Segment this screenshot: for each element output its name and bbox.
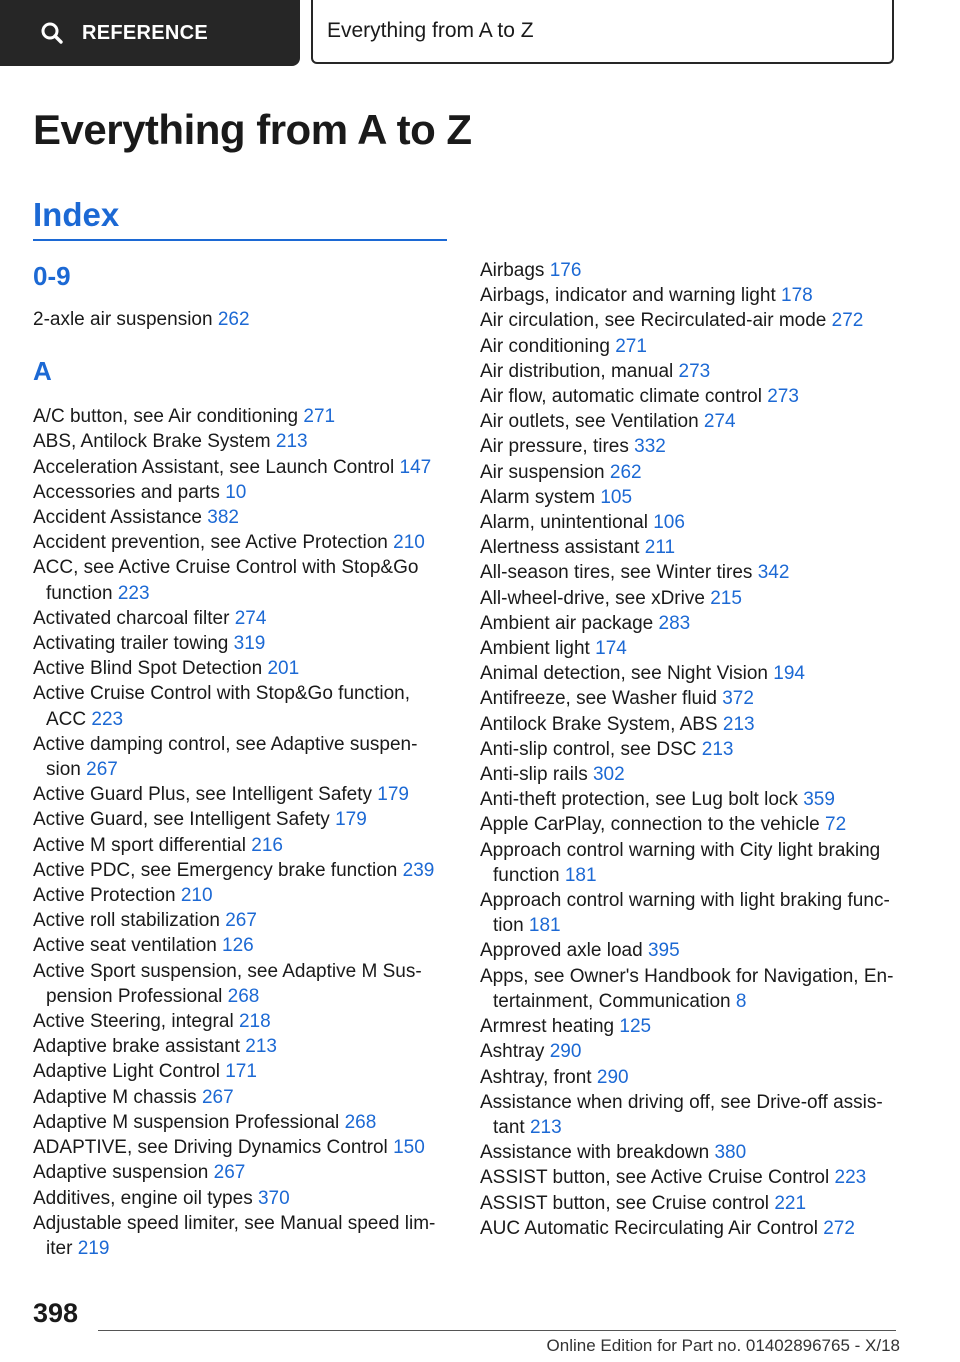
section-heading: 0-9 bbox=[33, 261, 71, 291]
index-entry bbox=[33, 782, 447, 807]
index-entry bbox=[480, 938, 900, 963]
index-entry bbox=[33, 307, 447, 332]
page-link[interactable]: 179 bbox=[377, 784, 409, 806]
section-title-tab[interactable] bbox=[311, 0, 894, 64]
index-entry bbox=[33, 1211, 447, 1261]
index-entry bbox=[33, 1160, 447, 1185]
entry-text: Apps, see Owner's Handbook for Navigation, En-tertainment, Communication bbox=[480, 965, 894, 1012]
index-entry bbox=[480, 1065, 900, 1090]
page-link[interactable]: 219 bbox=[77, 1237, 110, 1259]
entry-text: Ashtray bbox=[480, 1041, 545, 1063]
page-link[interactable]: 194 bbox=[773, 663, 805, 685]
index-entry bbox=[33, 555, 447, 605]
entry-text: Assistance when driving off, see Drive-off assis-tant bbox=[480, 1091, 883, 1138]
page-link[interactable]: 211 bbox=[644, 537, 676, 559]
page-link[interactable]: 150 bbox=[393, 1137, 425, 1159]
entry-text: Adjustable speed limiter, see Manual speed lim-iter bbox=[33, 1212, 436, 1259]
page-link[interactable]: 171 bbox=[225, 1061, 257, 1083]
index-entry bbox=[33, 883, 447, 908]
index-column-left bbox=[33, 258, 447, 1261]
entry-text: Air outlets, see Ventilation bbox=[480, 411, 699, 433]
index-entry bbox=[33, 908, 447, 933]
entry-text: Anti-theft protection, see Lug bolt lock bbox=[480, 789, 798, 811]
page-number: 398 bbox=[33, 1298, 79, 1328]
page-link[interactable]: 174 bbox=[595, 638, 627, 660]
index-entry bbox=[480, 611, 900, 636]
entry-text: Active Sport suspension, see Adaptive M Sus-pension Professional bbox=[33, 960, 422, 1007]
entry-text: Active Blind Spot Detection bbox=[33, 658, 263, 680]
entry-text: 2-axle air suspension bbox=[33, 309, 213, 330]
page-link[interactable]: 223 bbox=[834, 1167, 867, 1189]
entry-text: Airbags bbox=[480, 260, 545, 281]
page-link[interactable]: 267 bbox=[225, 910, 257, 932]
entry-text: ASSIST button, see Cruise control bbox=[480, 1192, 770, 1214]
page-link[interactable]: 223 bbox=[91, 708, 124, 730]
index-entry bbox=[33, 1186, 447, 1211]
index-entry bbox=[480, 964, 900, 1014]
page-link[interactable]: 201 bbox=[267, 658, 300, 680]
page-link[interactable]: 272 bbox=[831, 310, 864, 332]
entry-text: Assistance with breakdown bbox=[480, 1142, 710, 1164]
page-link[interactable]: 273 bbox=[678, 360, 711, 382]
entry-text: Alertness assistant bbox=[480, 537, 640, 559]
entry-text: Approach control warning with light braking func-tion bbox=[480, 890, 890, 937]
index-entry bbox=[480, 762, 900, 787]
page-link[interactable]: 218 bbox=[238, 1011, 271, 1033]
index-entry bbox=[480, 308, 900, 333]
index-entry bbox=[33, 404, 447, 429]
index-entry bbox=[33, 429, 447, 454]
entry-text: Air conditioning bbox=[480, 335, 610, 357]
page-link[interactable]: 283 bbox=[658, 612, 691, 634]
page-link[interactable]: 215 bbox=[710, 587, 742, 609]
entry-text: Active Guard, see Intelligent Safety bbox=[33, 809, 330, 831]
entry-text: Ambient air package bbox=[480, 612, 654, 634]
index-entry bbox=[33, 833, 447, 858]
entry-text: Air pressure, tires bbox=[480, 436, 629, 458]
entry-text: ADAPTIVE, see Driving Dynamics Control bbox=[33, 1137, 388, 1159]
index-entry bbox=[33, 631, 447, 656]
index-entry bbox=[33, 656, 447, 681]
entry-text: Alarm, unintentional bbox=[480, 512, 648, 534]
entry-text: Accessories and parts bbox=[33, 481, 220, 503]
page-link[interactable]: 332 bbox=[634, 436, 666, 458]
page-link[interactable]: 372 bbox=[722, 688, 754, 710]
entry-text: Active Steering, integral bbox=[33, 1011, 234, 1033]
index-entry bbox=[480, 359, 900, 384]
index-entry bbox=[480, 636, 900, 661]
index-entry bbox=[480, 1191, 900, 1216]
entry-text: Armrest heating bbox=[480, 1016, 615, 1038]
index-entry bbox=[480, 1039, 900, 1064]
index-entry bbox=[480, 384, 900, 409]
page-link[interactable]: 273 bbox=[767, 386, 799, 408]
page-title: Everything from A to Z bbox=[33, 106, 472, 153]
reference-tab[interactable] bbox=[0, 0, 300, 66]
entry-text: Apple CarPlay, connection to the vehicle bbox=[480, 814, 820, 836]
entry-text: Antilock Brake System, ABS bbox=[480, 713, 718, 735]
page-link[interactable]: 272 bbox=[823, 1217, 855, 1239]
index-entry bbox=[480, 510, 900, 535]
index-entry bbox=[480, 1014, 900, 1039]
index-title: Index bbox=[33, 196, 120, 233]
page-link[interactable]: 72 bbox=[825, 814, 847, 836]
page-link[interactable]: 268 bbox=[344, 1111, 377, 1133]
page-link[interactable]: 302 bbox=[592, 764, 625, 786]
edition-text: Online Edition for Part no. 01402896765 - X/18 bbox=[546, 1336, 900, 1355]
section-heading: A bbox=[33, 356, 52, 387]
index-entry bbox=[33, 480, 447, 505]
index-entry bbox=[33, 1034, 447, 1059]
page-link[interactable]: 290 bbox=[596, 1066, 629, 1088]
page-link[interactable]: 125 bbox=[619, 1016, 652, 1038]
index-entry bbox=[480, 737, 900, 762]
footer-divider bbox=[98, 1330, 896, 1331]
entry-text: Additives, engine oil types bbox=[33, 1187, 253, 1209]
index-entry bbox=[480, 1165, 900, 1190]
page-link[interactable]: 213 bbox=[275, 431, 308, 453]
entry-text: Accident prevention, see Active Protection bbox=[33, 532, 388, 554]
entry-text: Accident Assistance bbox=[33, 507, 202, 529]
page-link[interactable]: 10 bbox=[225, 481, 247, 503]
entry-text: Adaptive M suspension Professional bbox=[33, 1111, 340, 1133]
entry-text: Active PDC, see Emergency brake function bbox=[33, 859, 398, 881]
page-link[interactable]: 274 bbox=[234, 607, 267, 629]
entry-text: Adaptive Light Control bbox=[33, 1061, 220, 1083]
index-entry bbox=[33, 455, 447, 480]
page-link[interactable]: 395 bbox=[647, 940, 680, 962]
page-link[interactable]: 213 bbox=[722, 713, 755, 735]
index-entry bbox=[480, 334, 900, 359]
index-entry bbox=[33, 530, 447, 555]
entry-text: Antifreeze, see Washer fluid bbox=[480, 688, 717, 710]
page-link[interactable]: 221 bbox=[774, 1192, 807, 1214]
index-entry bbox=[480, 1140, 900, 1165]
index-column-right bbox=[480, 258, 900, 1241]
page-link[interactable]: 271 bbox=[303, 406, 336, 428]
index-entry bbox=[33, 959, 447, 1009]
page-link[interactable]: 210 bbox=[393, 532, 425, 554]
page-link[interactable]: 210 bbox=[180, 885, 213, 907]
index-entry bbox=[480, 838, 900, 888]
page-link[interactable]: 176 bbox=[549, 260, 582, 281]
entry-text: Approved axle load bbox=[480, 940, 643, 962]
index-entry bbox=[33, 933, 447, 958]
page-header bbox=[0, 0, 960, 66]
page-link[interactable]: 181 bbox=[528, 915, 561, 937]
reference-label: REFERENCE bbox=[82, 21, 209, 44]
index-entry bbox=[33, 1009, 447, 1034]
entry-text: All-season tires, see Winter tires bbox=[480, 562, 753, 584]
page-link[interactable]: 359 bbox=[803, 789, 835, 811]
index-entry bbox=[480, 283, 900, 308]
entry-text: Air distribution, manual bbox=[480, 360, 674, 382]
index-entry bbox=[33, 1135, 447, 1160]
index-entry bbox=[33, 606, 447, 631]
entry-text: ABS, Antilock Brake System bbox=[33, 431, 271, 453]
entry-text: Animal detection, see Night Vision bbox=[480, 663, 768, 685]
page-link[interactable]: 342 bbox=[757, 562, 790, 584]
page-link[interactable]: 370 bbox=[257, 1187, 290, 1209]
page-link[interactable]: 213 bbox=[245, 1036, 277, 1058]
page-link[interactable]: 239 bbox=[402, 859, 435, 881]
page-link[interactable]: 178 bbox=[781, 285, 813, 307]
index-entry bbox=[480, 258, 900, 283]
page-link[interactable]: 105 bbox=[600, 486, 633, 508]
index-entry bbox=[480, 686, 900, 711]
entry-text: Active Cruise Control with Stop&Go function, ACC bbox=[33, 683, 411, 730]
entry-text: Active damping control, see Adaptive suspen-sion bbox=[33, 733, 418, 781]
page-link[interactable]: 271 bbox=[615, 335, 647, 357]
page-link[interactable]: 126 bbox=[222, 935, 254, 957]
index-divider bbox=[33, 239, 447, 241]
entry-text: Active Guard Plus, see Intelligent Safety bbox=[33, 784, 373, 806]
page-link[interactable]: 181 bbox=[564, 864, 597, 886]
entry-text: Activating trailer towing bbox=[33, 633, 229, 655]
index-entry bbox=[33, 505, 447, 530]
page-link[interactable]: 106 bbox=[653, 512, 685, 534]
page-link[interactable]: 274 bbox=[703, 411, 736, 433]
page-link[interactable]: 268 bbox=[227, 985, 260, 1007]
index-entry bbox=[33, 681, 447, 731]
entry-text: Approach control warning with City light braking function bbox=[480, 839, 881, 886]
entry-text: Anti-slip rails bbox=[480, 764, 588, 786]
entry-text: Anti-slip control, see DSC bbox=[480, 738, 697, 760]
index-entry bbox=[480, 1216, 900, 1241]
search-icon bbox=[38, 19, 66, 47]
index-entry bbox=[33, 1059, 447, 1084]
index-entry bbox=[33, 732, 447, 782]
index-entry bbox=[33, 1110, 447, 1135]
entry-text: Active M sport differential bbox=[33, 834, 246, 856]
entry-text: Active Protection bbox=[33, 885, 176, 907]
entry-text: Active roll stabilization bbox=[33, 910, 220, 932]
index-entry bbox=[480, 485, 900, 510]
index-entry bbox=[480, 535, 900, 560]
entry-text: Acceleration Assistant, see Launch Control bbox=[33, 456, 395, 478]
page-link[interactable]: 267 bbox=[213, 1162, 246, 1184]
index-entry bbox=[33, 1085, 447, 1110]
entry-text: Adaptive M chassis bbox=[33, 1086, 197, 1108]
index-entry bbox=[480, 434, 900, 459]
entry-text: Air suspension bbox=[480, 461, 605, 483]
page-link[interactable]: 267 bbox=[201, 1086, 234, 1108]
entry-text: Adaptive brake assistant bbox=[33, 1036, 241, 1058]
entry-text: Ambient light bbox=[480, 638, 590, 660]
entry-text: ASSIST button, see Active Cruise Control bbox=[480, 1167, 830, 1189]
index-entry bbox=[480, 812, 900, 837]
page-link[interactable]: 223 bbox=[117, 582, 150, 604]
index-entry bbox=[33, 858, 447, 883]
index-entry bbox=[480, 560, 900, 585]
entry-text: ACC, see Active Cruise Control with Stop&Go function bbox=[33, 557, 419, 604]
entry-text: Ashtray, front bbox=[480, 1066, 592, 1088]
index-entry bbox=[480, 460, 900, 485]
index-entry bbox=[480, 712, 900, 737]
entry-text: Alarm system bbox=[480, 486, 596, 508]
entry-text: Airbags, indicator and warning light bbox=[480, 285, 776, 307]
page-link[interactable]: 380 bbox=[714, 1142, 747, 1164]
entry-text: AUC Automatic Recirculating Air Control bbox=[480, 1217, 818, 1239]
entry-text: All-wheel-drive, see xDrive bbox=[480, 587, 705, 609]
index-entry bbox=[480, 787, 900, 812]
index-entry bbox=[480, 661, 900, 686]
page-link[interactable]: 267 bbox=[86, 759, 118, 781]
entry-text: Air flow, automatic climate control bbox=[480, 386, 762, 408]
index-entry bbox=[480, 586, 900, 611]
index-entry bbox=[480, 888, 900, 938]
page-link[interactable]: 8 bbox=[735, 990, 747, 1012]
entry-text: Activated charcoal filter bbox=[33, 607, 230, 629]
index-entry bbox=[33, 807, 447, 832]
entry-text: Adaptive suspension bbox=[33, 1162, 209, 1184]
page-link[interactable]: 213 bbox=[529, 1116, 562, 1138]
page-link[interactable]: 262 bbox=[609, 461, 642, 483]
page-link[interactable]: 147 bbox=[399, 456, 432, 478]
page-link[interactable]: 290 bbox=[549, 1041, 582, 1063]
page-link[interactable]: 319 bbox=[233, 633, 266, 655]
page-link[interactable]: 382 bbox=[207, 507, 239, 529]
entry-text: A/C button, see Air conditioning bbox=[33, 406, 299, 428]
page-link[interactable]: 262 bbox=[217, 309, 250, 330]
index-entry bbox=[480, 1090, 900, 1140]
page-link[interactable]: 216 bbox=[251, 834, 283, 856]
page-link[interactable]: 213 bbox=[701, 738, 734, 760]
page-link[interactable]: 179 bbox=[335, 809, 367, 831]
entry-text: Air circulation, see Recirculated-air mode bbox=[480, 310, 827, 332]
section-title: Everything from A to Z bbox=[327, 19, 534, 42]
entry-text: Active seat ventilation bbox=[33, 935, 217, 957]
index-entry bbox=[480, 409, 900, 434]
